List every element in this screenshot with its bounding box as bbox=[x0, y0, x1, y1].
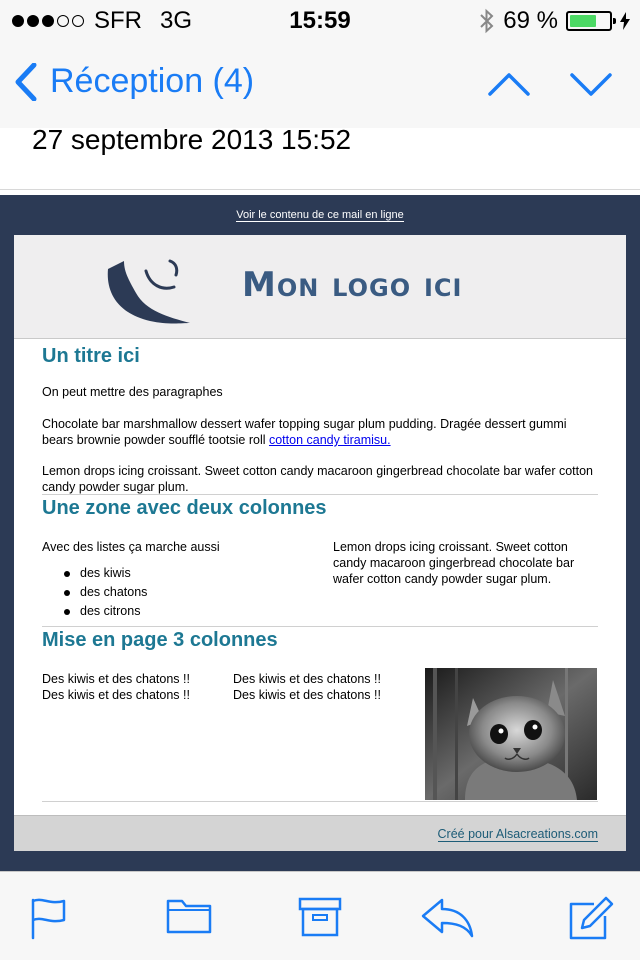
section2-list bbox=[80, 564, 147, 621]
logo-header bbox=[14, 235, 626, 339]
chevron-down-icon bbox=[570, 64, 612, 106]
bottom-toolbar bbox=[0, 871, 640, 960]
email-card bbox=[14, 235, 626, 851]
divider bbox=[42, 801, 598, 802]
compose-icon bbox=[568, 896, 616, 942]
bluetooth-icon bbox=[479, 8, 495, 34]
column-1-line: Des kiwis et des chatons !! bbox=[42, 688, 190, 702]
section-title-3: Mise en page 3 colonnes bbox=[42, 629, 278, 651]
previous-message-button[interactable] bbox=[488, 64, 530, 111]
section1-paragraph-2-text: Chocolate bar marshmallow dessert wafer topping sugar plum pudding. Dragée dessert gummi bears brownie powder soufflé tootsie roll bbox=[42, 417, 567, 447]
section-title-2: Une zone avec deux colonnes bbox=[42, 497, 327, 519]
archive-icon bbox=[298, 896, 342, 938]
email-footer bbox=[14, 815, 626, 851]
status-time: 15:59 bbox=[289, 7, 351, 34]
battery-icon bbox=[566, 11, 612, 31]
section2-left-text: Avec des listes ça marche aussi bbox=[42, 540, 220, 554]
section3-column-1 bbox=[42, 671, 222, 703]
chevron-up-icon bbox=[488, 64, 530, 106]
next-message-button[interactable] bbox=[570, 64, 612, 111]
back-label: Réception (4) bbox=[50, 62, 255, 100]
battery-percent: 69 % bbox=[503, 7, 558, 34]
flag-button[interactable] bbox=[30, 896, 68, 945]
list-item: des citrons bbox=[80, 602, 147, 621]
logo-icon bbox=[98, 251, 208, 331]
folder-icon bbox=[166, 896, 212, 936]
navigation-bar bbox=[0, 42, 640, 128]
status-right bbox=[479, 7, 630, 35]
message-navigation bbox=[488, 64, 612, 111]
view-online-link[interactable]: Voir le contenu de ce mail en ligne bbox=[236, 209, 404, 221]
logo-text: Mon logo ici bbox=[242, 265, 463, 305]
section1-paragraph-2 bbox=[42, 416, 598, 448]
reply-button[interactable] bbox=[420, 896, 476, 943]
chevron-left-icon bbox=[14, 63, 38, 101]
message-date: 27 septembre 2013 15:52 bbox=[32, 124, 352, 155]
email-body bbox=[0, 195, 640, 871]
list-item: des chatons bbox=[80, 583, 147, 602]
view-online-link-wrap bbox=[0, 209, 640, 221]
column-1-line: Des kiwis et des chatons !! bbox=[42, 672, 190, 686]
archive-button[interactable] bbox=[298, 896, 342, 943]
status-bar bbox=[0, 0, 640, 42]
section2-right-text: Lemon drops icing croissant. Sweet cotton candy macaroon gingerbread chocolate bar wafer cotton candy powder sugar plum. bbox=[333, 540, 575, 586]
section-title-1: Un titre ici bbox=[42, 345, 140, 367]
divider bbox=[42, 494, 598, 495]
section1-paragraph-1: On peut mettre des paragraphes bbox=[42, 385, 223, 399]
kitten-image bbox=[425, 668, 597, 800]
divider bbox=[42, 626, 598, 627]
cotton-candy-link[interactable]: cotton candy tiramisu. bbox=[268, 433, 391, 447]
move-to-folder-button[interactable] bbox=[166, 896, 212, 941]
section3-column-2 bbox=[233, 671, 413, 703]
network-type: 3G bbox=[160, 7, 193, 34]
message-date-header bbox=[0, 124, 640, 190]
column-2-line: Des kiwis et des chatons !! bbox=[233, 672, 381, 686]
back-button[interactable] bbox=[14, 62, 254, 101]
flag-icon bbox=[30, 896, 68, 940]
compose-button[interactable] bbox=[568, 896, 616, 947]
carrier-name: SFR bbox=[94, 7, 142, 34]
charging-icon bbox=[620, 12, 630, 30]
alsacreations-link[interactable]: Créé pour Alsacreations.com bbox=[437, 827, 598, 841]
reply-icon bbox=[420, 896, 476, 938]
list-item: des kiwis bbox=[80, 564, 147, 583]
section1-paragraph-3: Lemon drops icing croissant. Sweet cotton candy macaroon gingerbread chocolate bar wafer cotton candy powder sugar plum. bbox=[42, 464, 594, 494]
column-2-line: Des kiwis et des chatons !! bbox=[233, 688, 381, 702]
